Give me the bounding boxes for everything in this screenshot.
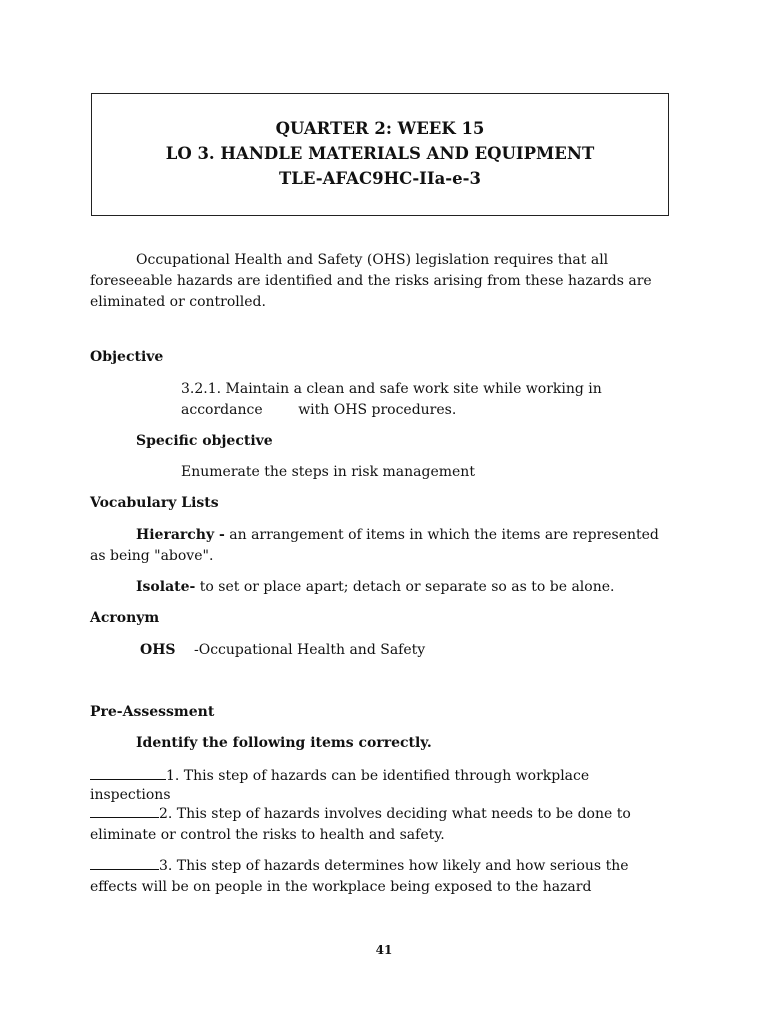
question-3-line-2: effects will be on people in the workplace being exposed to the hazard	[90, 879, 592, 895]
answer-blank-2[interactable]	[90, 804, 159, 818]
competency-code-heading: TLE-AFAC9HC-IIa-e-3	[279, 169, 481, 188]
acronym-heading: Acronym	[90, 610, 160, 626]
vocabulary-isolate-entry	[136, 577, 726, 598]
objective-item-line-2: accordance with OHS procedures.	[181, 402, 457, 418]
specific-objective-heading: Specific objective	[136, 433, 273, 449]
question-2-line-1: 2. This step of hazards involves deciding what needs to be done to	[159, 806, 631, 822]
objective-item-line-1: 3.2.1. Maintain a clean and safe work site while working in	[181, 381, 602, 397]
hierarchy-definition: an arrangement of items in which the items are represented	[224, 527, 659, 543]
acronym-definition: -Occupational Health and Safety	[194, 642, 426, 658]
hierarchy-term: Hierarchy -	[136, 527, 225, 543]
vocabulary-hierarchy-entry	[90, 525, 680, 567]
isolate-definition: to set or place apart; detach or separate so as to be alone.	[195, 579, 615, 595]
pre-assessment-instruction: Identify the following items correctly.	[136, 735, 432, 751]
isolate-term: Isolate-	[136, 579, 196, 595]
vocabulary-heading: Vocabulary Lists	[90, 495, 219, 511]
title-box	[91, 93, 669, 216]
acronym-term: OHS	[140, 642, 176, 658]
intro-line-2: foreseeable hazards are identified and the risks arising from these hazards are	[90, 273, 652, 289]
intro-line-3: eliminated or controlled.	[90, 294, 266, 310]
specific-objective-text: Enumerate the steps in risk management	[181, 464, 475, 480]
answer-blank-3[interactable]	[90, 856, 159, 870]
hierarchy-definition-continued: as being "above".	[90, 548, 214, 564]
answer-blank-1[interactable]	[90, 766, 166, 780]
objective-heading: Objective	[90, 349, 164, 365]
question-1	[90, 766, 680, 805]
intro-line-1: Occupational Health and Safety (OHS) legislation requires that all	[136, 252, 609, 268]
question-1-line-1: 1. This step of hazards can be identified through workplace	[166, 768, 590, 784]
pre-assessment-heading: Pre-Assessment	[90, 704, 215, 720]
question-2	[90, 804, 680, 846]
question-3-line-1: 3. This step of hazards determines how likely and how serious the	[159, 858, 629, 874]
learning-outcome-heading: LO 3. HANDLE MATERIALS AND EQUIPMENT	[165, 144, 595, 163]
page-number: 41	[375, 943, 393, 957]
objective-item	[181, 379, 768, 421]
quarter-week-heading: QUARTER 2: WEEK 15	[275, 119, 485, 138]
question-2-line-2: eliminate or control the risks to health and safety.	[90, 827, 445, 843]
acronym-entry	[140, 640, 730, 661]
question-1-line-2: inspections	[90, 787, 171, 803]
intro-paragraph	[90, 250, 680, 313]
question-3	[90, 856, 680, 898]
